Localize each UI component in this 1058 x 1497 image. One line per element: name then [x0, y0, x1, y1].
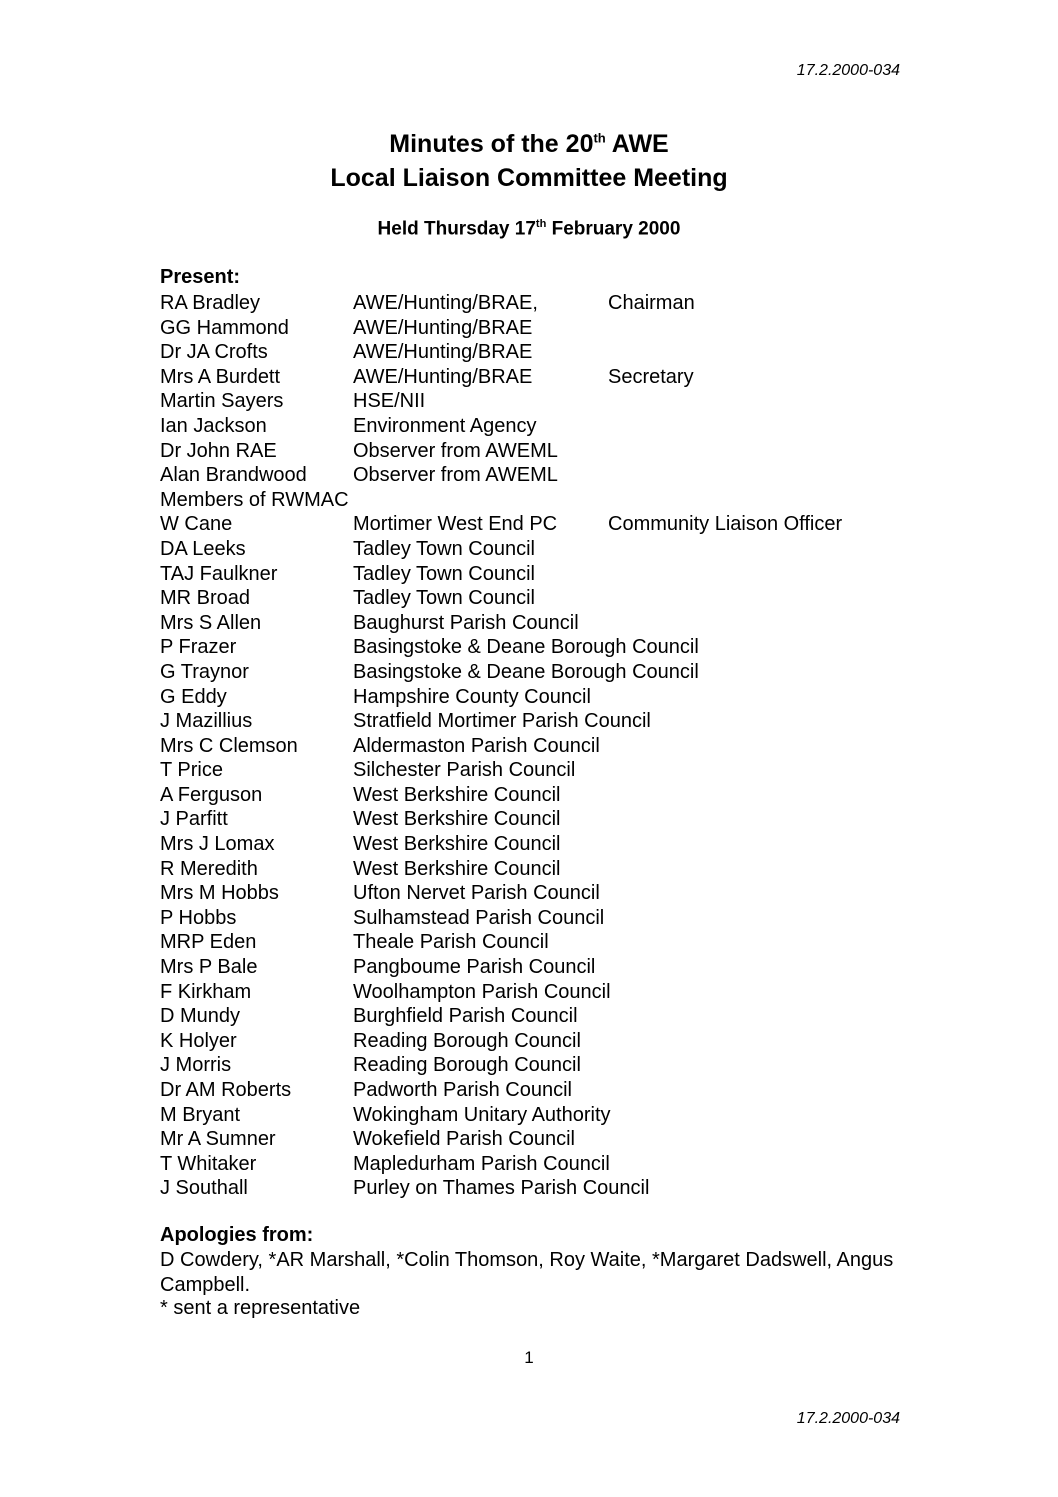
attendee-organisation: Wokefield Parish Council [353, 1128, 575, 1151]
attendee-role: Chairman [608, 292, 695, 314]
attendee-organisation: Hampshire County Council [353, 685, 591, 708]
attendee-name: Mrs J Lomax [160, 833, 275, 856]
attendee-name: A Ferguson [160, 783, 263, 806]
attendee-name: P Hobbs [160, 906, 237, 929]
attendee-list [160, 291, 920, 1201]
attendee-organisation: Tadley Town Council [353, 562, 535, 585]
attendee-name: J Mazillius [160, 710, 253, 733]
attendee-name: F Kirkham [160, 980, 252, 1003]
attendee-organisation: AWE/Hunting/BRAE [353, 365, 533, 388]
attendee-name: G Eddy [160, 685, 227, 708]
attendee-row [160, 340, 920, 365]
attendee-role: Community Liaison Officer [608, 513, 843, 536]
attendee-name: P Frazer [160, 636, 237, 659]
attendee-row [160, 783, 920, 808]
attendee-row [160, 1078, 920, 1103]
attendee-name: DA Leeks [160, 537, 246, 560]
attendee-organisation: Baughurst Parish Council [353, 611, 579, 634]
attendee-name: W Cane [160, 513, 233, 536]
attendee-row [160, 1103, 920, 1128]
attendee-row [160, 291, 920, 316]
attendee-row [160, 439, 920, 464]
meeting-date-suffix: February 2000 [546, 218, 681, 240]
attendee-row [160, 537, 920, 562]
attendee-organisation: HSE/NII [353, 390, 426, 413]
attendee-row [160, 389, 920, 414]
page-title-line-1 [0, 130, 1058, 159]
attendee-organisation: Sulhamstead Parish Council [353, 906, 605, 929]
attendee-name: Alan Brandwood [160, 464, 307, 487]
meeting-date [0, 218, 1058, 240]
attendee-organisation: West Berkshire Council [353, 808, 561, 831]
attendee-name: MRP Eden [160, 931, 257, 954]
attendee-organisation: West Berkshire Council [353, 857, 561, 880]
attendee-name: J Morris [160, 1054, 232, 1077]
attendee-row [160, 488, 920, 513]
attendee-name: Mr A Sumner [160, 1128, 276, 1151]
attendee-name: T Price [160, 759, 223, 782]
attendee-name: T Whitaker [160, 1152, 257, 1175]
title-ordinal-suffix: th [593, 130, 606, 146]
attendee-row [160, 1127, 920, 1152]
attendee-name: RA Bradley [160, 292, 261, 314]
attendee-organisation: AWE/Hunting/BRAE [353, 316, 533, 339]
attendee-organisation: Reading Borough Council [353, 1054, 581, 1077]
attendee-name: Mrs M Hobbs [160, 882, 279, 905]
attendee-organisation: Aldermaston Parish Council [353, 734, 600, 757]
attendee-organisation: Wokingham Unitary Authority [353, 1103, 611, 1126]
attendee-organisation: West Berkshire Council [353, 783, 561, 806]
attendee-name: Mrs S Allen [160, 611, 262, 634]
attendee-row [160, 807, 920, 832]
present-heading: Present: [160, 266, 241, 288]
attendee-organisation: Basingstoke & Deane Borough Council [353, 636, 699, 659]
meeting-date-prefix: Held Thursday 17 [377, 218, 536, 240]
attendee-row [160, 1176, 920, 1201]
document-reference-bottom: 17.2.2000-034 [796, 1410, 900, 1427]
title-prefix: Minutes of the 20 [389, 130, 594, 158]
attendee-organisation: Observer from AWEML [353, 464, 558, 487]
attendee-organisation: Mapledurham Parish Council [353, 1152, 610, 1175]
document-reference-top: 17.2.2000-034 [796, 62, 900, 79]
attendee-organisation: Stratfield Mortimer Parish Council [353, 710, 651, 733]
attendee-name: R Meredith [160, 857, 258, 880]
attendee-row [160, 734, 920, 759]
attendee-row [160, 906, 920, 931]
attendee-name: Dr AM Roberts [160, 1079, 292, 1101]
attendee-row [160, 1152, 920, 1177]
attendee-name: Members of RWMAC [160, 488, 349, 511]
meeting-date-ordinal: th [535, 218, 547, 230]
attendee-row [160, 1053, 920, 1078]
apologies-text: D Cowdery, *AR Marshall, *Colin Thomson, Roy Waite, *Margaret Dadswell, Angus Campbell. [160, 1249, 894, 1296]
attendee-organisation: Observer from AWEML [353, 439, 558, 462]
attendee-organisation: AWE/Hunting/BRAE, [353, 292, 538, 314]
attendee-organisation: AWE/Hunting/BRAE [353, 341, 533, 364]
attendee-row [160, 660, 920, 685]
attendee-organisation: Tadley Town Council [353, 587, 535, 610]
attendee-organisation: Theale Parish Council [353, 931, 549, 954]
attendee-row [160, 930, 920, 955]
attendee-row [160, 832, 920, 857]
attendee-name: Dr John RAE [160, 439, 277, 462]
attendee-row [160, 758, 920, 783]
attendee-name: J Parfitt [160, 808, 228, 831]
attendee-row [160, 316, 920, 341]
attendee-organisation: Environment Agency [353, 414, 537, 437]
attendee-name: Mrs C Clemson [160, 734, 298, 757]
attendee-row [160, 635, 920, 660]
attendee-row [160, 463, 920, 488]
attendee-organisation: Ufton Nervet Parish Council [353, 882, 600, 905]
attendee-organisation: Silchester Parish Council [353, 759, 576, 782]
attendee-organisation: Tadley Town Council [353, 537, 535, 560]
attendee-row [160, 365, 920, 390]
attendee-name: Mrs A Burdett [160, 365, 281, 388]
attendee-row [160, 1004, 920, 1029]
attendee-name: TAJ Faulkner [160, 562, 278, 585]
attendee-row [160, 414, 920, 439]
attendee-row [160, 857, 920, 882]
attendee-name: Mrs P Bale [160, 956, 258, 979]
attendee-row [160, 562, 920, 587]
attendee-organisation: Basingstoke & Deane Borough Council [353, 660, 699, 683]
page-title-line-2: Local Liaison Committee Meeting [330, 164, 728, 192]
attendee-row [160, 1029, 920, 1054]
attendee-row [160, 512, 920, 537]
page-number: 1 [524, 1348, 534, 1367]
attendee-name: M Bryant [160, 1103, 241, 1126]
attendee-name: GG Hammond [160, 316, 289, 339]
attendee-name: Martin Sayers [160, 390, 284, 413]
apologies-heading: Apologies from: [160, 1224, 314, 1246]
attendee-organisation: Burghfield Parish Council [353, 1005, 578, 1028]
attendee-name: K Holyer [160, 1029, 237, 1052]
attendee-name: MR Broad [160, 587, 251, 610]
attendee-row [160, 611, 920, 636]
attendee-row [160, 709, 920, 734]
attendee-name: Dr JA Crofts [160, 341, 268, 364]
attendee-name: D Mundy [160, 1005, 241, 1028]
attendee-row [160, 955, 920, 980]
attendee-organisation: Reading Borough Council [353, 1029, 581, 1052]
attendee-row [160, 881, 920, 906]
attendee-organisation: Pangboume Parish Council [353, 956, 596, 979]
attendee-role: Secretary [608, 365, 694, 388]
attendee-name: G Traynor [160, 660, 249, 683]
attendee-organisation: Padworth Parish Council [353, 1079, 572, 1101]
attendee-name: J Southall [160, 1177, 248, 1200]
attendee-name: Ian Jackson [160, 414, 267, 437]
attendee-organisation: Woolhampton Parish Council [353, 980, 611, 1003]
attendee-row [160, 980, 920, 1005]
attendee-organisation: West Berkshire Council [353, 833, 561, 856]
attendee-row [160, 586, 920, 611]
attendee-organisation: Mortimer West End PC [353, 513, 558, 536]
title-suffix: AWE [605, 130, 669, 158]
apologies-note: * sent a representative [160, 1297, 361, 1319]
attendee-organisation: Purley on Thames Parish Council [353, 1177, 650, 1200]
attendee-row [160, 685, 920, 710]
